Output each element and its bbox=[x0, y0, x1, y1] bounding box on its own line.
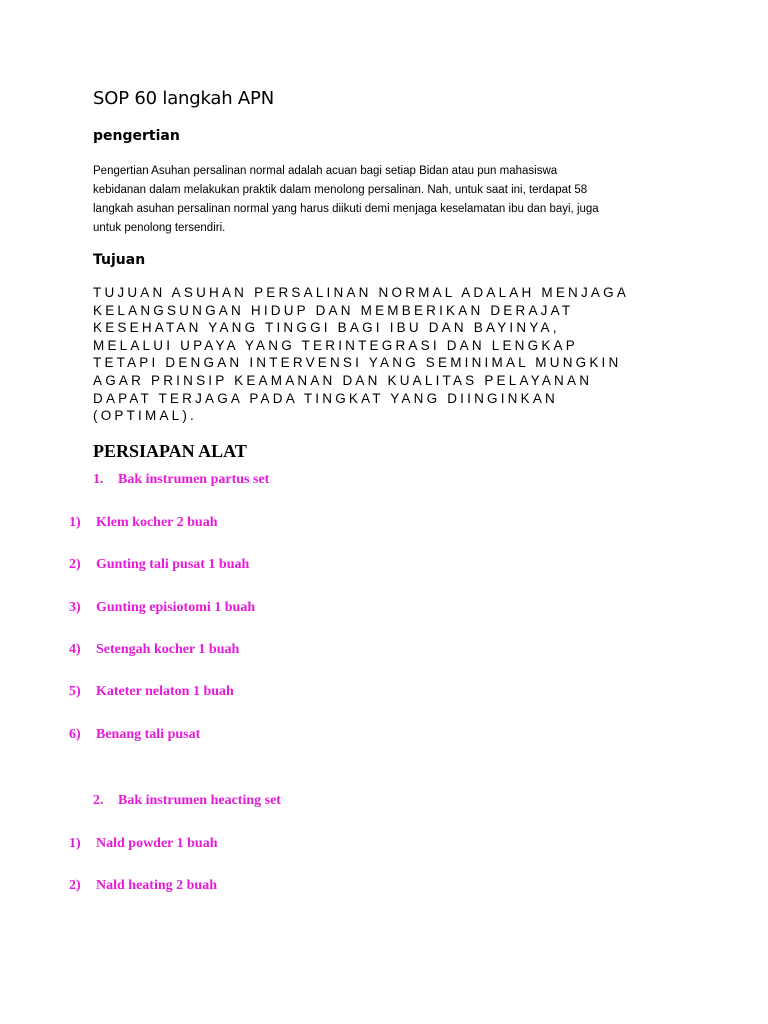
group-label: Bak instrumen heacting set bbox=[118, 793, 281, 808]
item-label: Kateter nelaton 1 buah bbox=[96, 684, 234, 699]
item-label: Gunting episiotomi 1 buah bbox=[96, 600, 256, 615]
item-number: 5) bbox=[69, 684, 81, 699]
tujuan-paragraph bbox=[93, 284, 693, 425]
equipment-list-item bbox=[69, 557, 249, 573]
pengertian-heading: pengertian bbox=[93, 128, 180, 144]
equipment-list-item bbox=[69, 878, 217, 894]
tujuan-line: KELANGSUNGAN HIDUP DAN MEMBERIKAN DERAJAT bbox=[93, 302, 574, 318]
equipment-list-item bbox=[69, 600, 255, 616]
group-label: Bak instrumen partus set bbox=[118, 472, 270, 487]
item-label: Gunting tali pusat 1 buah bbox=[96, 557, 250, 572]
tujuan-line: AGAR PRINSIP KEAMANAN DAN KUALITAS PELAYANAN bbox=[93, 372, 593, 388]
group-number: 1. bbox=[93, 472, 104, 487]
item-number: 2) bbox=[69, 878, 81, 893]
item-number: 4) bbox=[69, 642, 81, 657]
group-number: 2. bbox=[93, 793, 104, 808]
item-label: Setengah kocher 1 buah bbox=[96, 642, 240, 657]
equipment-group-heading bbox=[93, 472, 269, 488]
item-label: Benang tali pusat bbox=[96, 727, 201, 742]
item-number: 6) bbox=[69, 727, 81, 742]
item-number: 3) bbox=[69, 600, 81, 615]
item-label: Klem kocher 2 buah bbox=[96, 515, 218, 530]
equipment-list-item bbox=[69, 684, 234, 700]
equipment-list-item bbox=[69, 836, 218, 852]
tujuan-line: DAPAT TERJAGA PADA TINGKAT YANG DIINGINKAN bbox=[93, 390, 558, 406]
tujuan-line: KESEHATAN YANG TINGGI BAGI IBU DAN BAYINYA, bbox=[93, 320, 560, 336]
pengertian-line: untuk penolong tersendiri. bbox=[93, 222, 226, 234]
document-title: SOP 60 langkah APN bbox=[93, 88, 274, 109]
item-label: Nald heating 2 buah bbox=[96, 878, 217, 893]
persiapan-alat-heading: PERSIAPAN ALAT bbox=[93, 441, 247, 461]
equipment-group-heading bbox=[93, 793, 281, 809]
tujuan-line: MELALUI UPAYA YANG TERINTEGRASI DAN LENGKAP bbox=[93, 337, 578, 353]
item-number: 2) bbox=[69, 557, 81, 572]
equipment-list-item bbox=[69, 727, 200, 743]
pengertian-line: Pengertian Asuhan persalinan normal adalah acuan bagi setiap Bidan atau pun mahasiswa bbox=[93, 165, 558, 177]
equipment-list-item bbox=[69, 515, 217, 531]
tujuan-line: TUJUAN ASUHAN PERSALINAN NORMAL ADALAH MENJAGA bbox=[93, 285, 630, 300]
pengertian-paragraph bbox=[93, 162, 693, 238]
equipment-list-item bbox=[69, 642, 239, 658]
tujuan-heading: Tujuan bbox=[93, 252, 146, 268]
item-number: 1) bbox=[69, 515, 81, 530]
pengertian-line: kebidanan dalam melakukan praktik dalam menolong persalinan. Nah, untuk saat ini, terdapat 58 bbox=[93, 184, 588, 196]
tujuan-line: TETAPI DENGAN INTERVENSI YANG SEMINIMAL MUNGKIN bbox=[93, 355, 622, 371]
tujuan-line: (OPTIMAL). bbox=[93, 408, 198, 424]
item-number: 1) bbox=[69, 836, 81, 851]
item-label: Nald powder 1 buah bbox=[96, 836, 218, 851]
pengertian-line: langkah asuhan persalinan normal yang harus diikuti demi menjaga keselamatan ibu dan bayi, juga bbox=[93, 203, 599, 215]
